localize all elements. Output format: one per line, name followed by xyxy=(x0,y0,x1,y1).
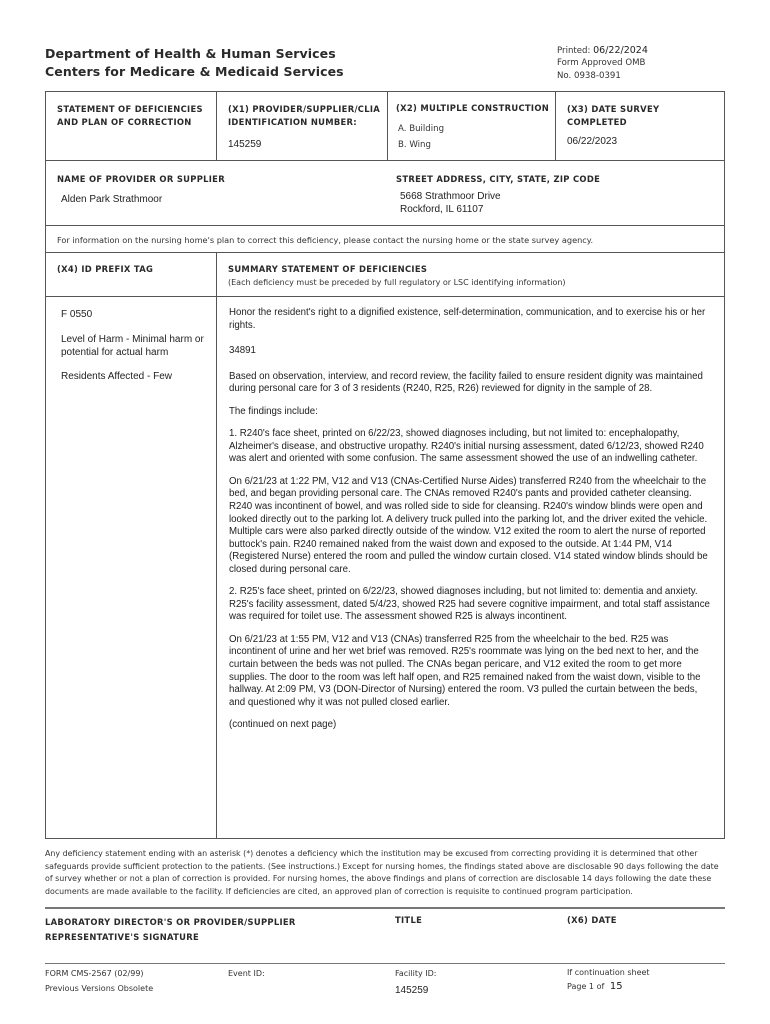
summary-subheader: (Each deficiency must be preceded by full regulatory or LSC identifying information) xyxy=(228,278,566,287)
date-label: (X6) DATE xyxy=(567,915,617,925)
agency-name-hhs: Department of Health & Human Services xyxy=(45,46,336,61)
provider-name: Alden Park Strathmoor xyxy=(61,194,163,205)
form-approved: Form Approved OMB xyxy=(557,58,646,68)
paragraph: 2. R25's face sheet, printed on 6/22/23, showed diagnoses including, but not limited to: dementia and anxiety. R25's facility assessment, dated 5/4/23, showed R25 had severe cognitive impairment, and total staff assistance was required for toilet use. The assessment showed R25 is always incontinent. xyxy=(229,586,710,623)
paragraph: On 6/21/23 at 1:22 PM, V12 and V13 (CNAs-Certified Nurse Aides) transferred R240 from the wheelchair to the bed, and began providing personal care. The CNAs removed R240's pants and provided catheter cleansing. R240 was incontinent of bowel, and was rolled side to side for cleansing. R240's window blinds were open and looked directly out to the parking lot. A delivery truck pulled into the parking lot, and the driver exited the vehicle. Multiple cars were also parked directly outside of the window. V12 exited the room to alert the nurse of reported buttock's pain. R240 remained naked from the waist down and exposed to the outside. At 1:44 PM, V14 (Registered Nurse) entered the room and pulled the window curtain closed. V14 stated window blinds should be closed during personal care. xyxy=(229,475,708,575)
paragraph: 1. R240's face sheet, printed on 6/22/23, showed diagnoses including, but not limited to: encephalopathy, Alzheimer's disease, and obstructive uropathy. R240's initial nursing assessment, dated 6/12/23, showed R240 was alert and oriented with some confusion. The same assessment showed the use of an indwelling catheter. xyxy=(229,428,704,465)
x3-label: (X3) DATE SURVEY COMPLETED xyxy=(567,104,660,127)
divider xyxy=(45,252,46,839)
address-line1: 5668 Strathmoor Drive xyxy=(400,191,501,202)
divider xyxy=(45,91,725,92)
paragraph: The findings include: xyxy=(229,405,318,417)
deficiency-tag: F 0550 xyxy=(61,309,93,320)
address-line2: Rockford, IL 61107 xyxy=(400,204,484,215)
paragraph: 34891 xyxy=(229,345,256,357)
divider xyxy=(555,91,556,161)
provider-id: 145259 xyxy=(228,139,262,150)
building-label: A. Building xyxy=(398,124,445,134)
id-prefix-header: (X4) ID PREFIX TAG xyxy=(57,264,154,274)
paragraph: Based on observation, interview, and record review, the facility failed to ensure resident dignity was maintained during personal care for 3 of 3 residents (R240, R25, R26) reviewed for dignity in the sample of 28. xyxy=(229,370,703,395)
divider xyxy=(387,91,388,161)
divider xyxy=(216,252,217,839)
info-note: For information on the nursing home's plan to correct this deficiency, please contact the nursing home or the state survey agency. xyxy=(57,235,594,245)
agency-name-cms: Centers for Medicare & Medicaid Services xyxy=(45,64,344,79)
divider xyxy=(45,225,725,226)
facility-id: 145259 xyxy=(395,985,429,996)
divider xyxy=(724,252,725,839)
divider xyxy=(216,91,217,161)
page-total: 15 xyxy=(609,981,623,992)
facility-id-label: Facility ID: xyxy=(395,969,437,978)
page-indicator xyxy=(567,981,623,992)
divider xyxy=(45,296,725,297)
divider xyxy=(45,963,725,964)
wing-label: B. Wing xyxy=(398,140,431,150)
divider xyxy=(45,252,725,253)
form-number: FORM CMS-2567 (02/99) xyxy=(45,969,144,978)
divider xyxy=(45,907,725,909)
divider xyxy=(45,91,46,253)
continuation-label: If continuation sheet xyxy=(567,968,650,977)
paragraph: On 6/21/23 at 1:55 PM, V12 and V13 (CNAs) transferred R25 from the wheelchair to the bed. R25 was incontinent of urine and her wet brief was removed. R25's roommate was lying on the bed next to her, and the curtain between the beds was not pulled. The CNAs began pericare, and V12 exited the room to get more supplies. The door to the room was left half open, and R25 remained naked from the waist down, visible to the hallway. At 2:09 PM, V3 (DON-Director of Nursing) entered the room. V3 pulled the curtain between the beds, and questioned why it was not pulled closed earlier. xyxy=(229,633,701,708)
printed-label: Printed: xyxy=(557,46,591,56)
event-id-label: Event ID: xyxy=(228,969,265,978)
summary-body xyxy=(229,307,716,742)
page-number: 1 xyxy=(588,982,595,991)
signature-label: LABORATORY DIRECTOR'S OR PROVIDER/SUPPLIER REPRESENTATIVE'S SIGNATURE xyxy=(45,917,296,942)
divider xyxy=(45,160,725,161)
omb-number: No. 0938-0391 xyxy=(557,71,621,81)
residents-affected: Residents Affected - Few xyxy=(61,371,172,382)
provider-name-label: NAME OF PROVIDER OR SUPPLIER xyxy=(57,174,225,184)
x1-label: (X1) PROVIDER/SUPPLIER/CLIA IDENTIFICATION NUMBER: xyxy=(228,104,381,127)
statement-label: STATEMENT OF DEFICIENCIES AND PLAN OF CORRECTION xyxy=(57,104,203,127)
summary-header: SUMMARY STATEMENT OF DEFICIENCIES xyxy=(228,264,428,274)
printed-date: 06/22/2024 xyxy=(593,45,648,56)
divider xyxy=(45,838,725,839)
x2-label: (X2) MULTIPLE CONSTRUCTION xyxy=(396,103,550,113)
harm-level: Level of Harm - Minimal harm or potential for actual harm xyxy=(61,334,204,358)
divider xyxy=(724,91,725,253)
paragraph: Honor the resident's right to a dignified existence, self-determination, communication, and to exercise his or her rights. xyxy=(229,307,706,331)
disclaimer: Any deficiency statement ending with an asterisk (*) denotes a deficiency which the institution may be excused from correcting providing it is determined that other safeguards provide sufficient protection to the patients. (See instructions.) Except for nursing homes, the findings stated above are disclosable 90 days following the date of survey whether or not a plan of correction is provided. For nursing homes, the above findings and plans of correction are disclosable 14 days following the date these documents are made available to the facility. If deficiencies are cited, an approved plan of correction is requisite to continued program participation. xyxy=(45,849,719,896)
page-label: Page xyxy=(567,982,587,991)
address-label: STREET ADDRESS, CITY, STATE, ZIP CODE xyxy=(396,174,601,184)
survey-date: 06/22/2023 xyxy=(567,136,618,147)
title-label: TITLE xyxy=(395,915,423,925)
paragraph: (continued on next page) xyxy=(229,719,337,731)
of-label: of xyxy=(596,982,605,991)
previous-versions: Previous Versions Obsolete xyxy=(45,984,154,993)
printed-row xyxy=(557,45,648,56)
